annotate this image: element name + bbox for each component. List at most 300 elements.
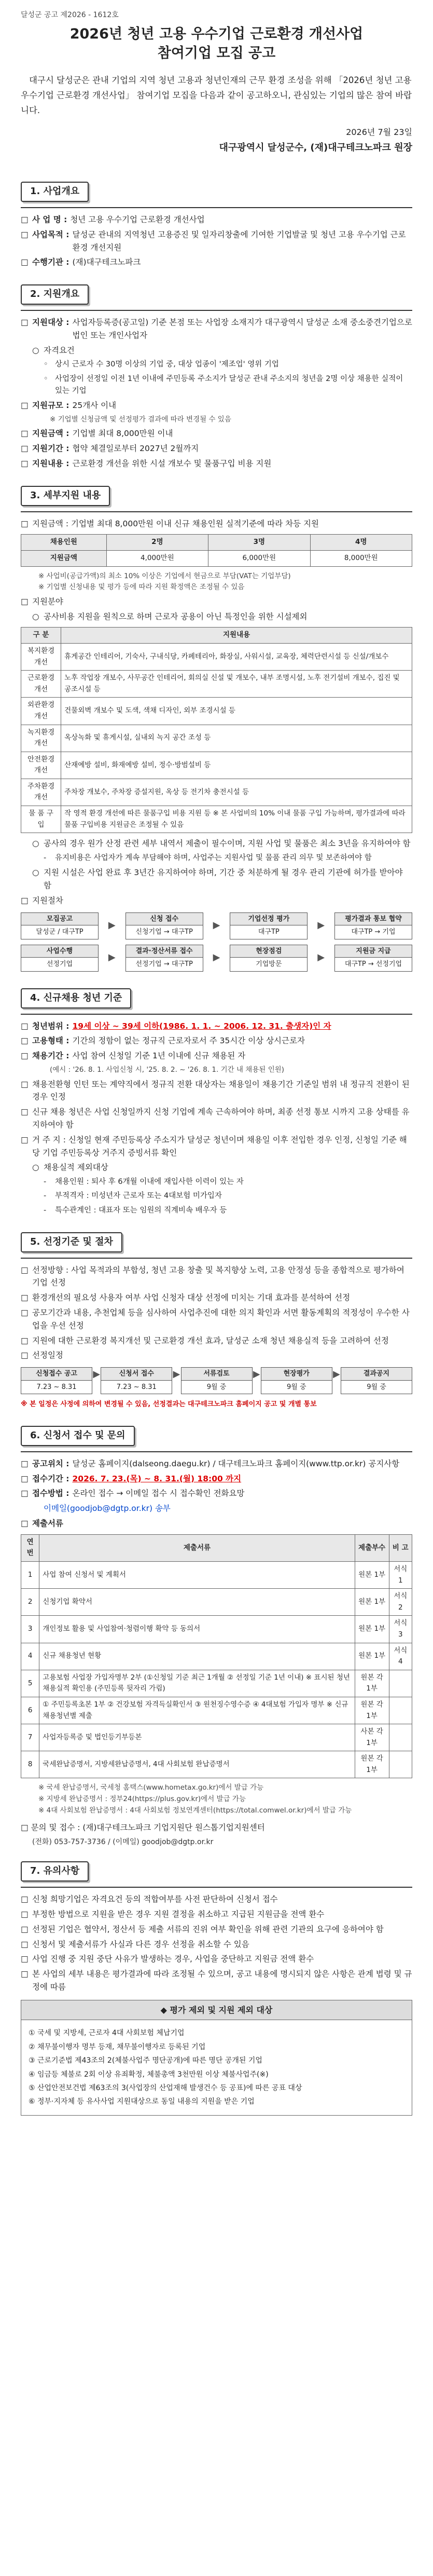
step-title: 서류검토 [181,1368,252,1381]
item-text: 자격요건 [44,345,75,355]
caution-item [21,1923,412,1936]
step-body: 9월 중 [206,1383,227,1391]
item-label: 지원규모 : [32,401,69,411]
documents-table-body [21,1561,412,1778]
item-text: (재)대구테크노파크 [72,257,141,267]
step-body: 9월 중 [286,1383,306,1391]
notice-signer: 대구광역시 달성군수, (재)대구테크노파크 원장 [219,142,412,154]
youth-criteria-item [21,1106,412,1132]
bullet-mark [32,1502,44,1515]
bullet-mark: □ [21,1519,29,1528]
field-header-cell: 지원내용 [61,628,412,644]
item-text: 청년 고용 우수기업 근로환경 개선사업 [70,215,205,225]
title-line-2: 참여기업 모집 공고 [157,45,276,61]
youth-criteria-item [32,1161,412,1174]
step-body: 9월 중 [367,1383,386,1391]
overview-item [21,213,412,226]
section-3-header [21,472,412,512]
process-step [230,912,308,939]
tier-value-cell: 6,000만원 [208,550,310,566]
step-body: 대구TP → 기업 [351,928,396,936]
support-overview-item [21,442,412,455]
step-body: 대구TP [258,928,280,936]
process-flow-top [21,912,412,939]
process-flow-bottom [21,945,412,972]
step-title: 사업수행 [21,945,98,958]
bullet-mark: □ [21,1293,29,1303]
bullet-mark: - [44,1192,47,1201]
field-content: 산재예방 설비, 화재예방 설비, 정수·방범설비 등 [61,752,412,779]
doc-remark [389,1751,412,1778]
caution-text: 본 사업의 세부 내용은 평가결과에 따라 조정될 수 있으며, 공고 내용에 명시되지 않은 사항은 관계 법령 및 규정에 따름 [32,1969,412,1992]
support-extra-notes [21,837,412,892]
item-text: 환경개선의 필요성 사용자 여부 사업 신청자 대상 선정에 미치는 기대 효과를 분석하여 선정 [32,1293,351,1303]
process-label-row: □ 지원절차 [21,895,63,905]
schedule-label-row: □ 선정일정 [21,1351,63,1360]
documents-table [21,1534,412,1779]
notice-number: 달성군 공고 제2026 - 1612호 [21,11,119,19]
process-step [334,912,412,939]
support-notes [21,571,412,593]
bullet-mark: □ [21,401,29,411]
tier-header-cell: 4명 [310,535,412,551]
doc-copies: 원본 각 1부 [355,1670,389,1697]
support-extra-item [44,852,412,864]
item-label: 지원금액 : [32,429,69,439]
tier-header-cell: 2명 [106,535,208,551]
field-content: 건물외벽 개보수 및 도색, 색채 디자인, 외부 조경시설 등 [61,698,412,725]
doc-copies: 원본 1부 [355,1589,389,1616]
step-body: 기업방문 [256,960,282,969]
section-3-title: 3. 세부지원 내용 [21,486,110,506]
caution-text: 선정된 기업은 협약서, 정산서 등 제출 서류의 진위 여부 확인을 위해 관련 기관의 요구에 응하여야 함 [32,1924,384,1934]
table-row [21,698,412,725]
doc-name: 사업 참여 신청서 및 계획서 [39,1561,355,1588]
exclusion-item: ⑤ 산업안전보건법 제63조의 3(사업장의 산업재해 발생건수 등 공표)에 따른 공표 대상 [29,2083,302,2092]
youth-criteria-item [21,1050,412,1062]
tier-header-row [21,535,412,551]
item-label: 접수기간 : [32,1474,69,1483]
section-2-list [21,316,412,470]
support-field-sub: ○ 공사비용 지원을 원칙으로 하며 근로자 공용이 아닌 특정인을 위한 시설제외 [32,611,308,621]
youth-criteria-item [21,1034,412,1047]
section-1-header [21,168,412,208]
youth-criteria-item [44,1176,412,1188]
section-5-header [21,1219,412,1259]
field-content: 작 영적 환경 개선에 따른 물품구입 비용 지원 등 ※ 본 사업비의 10% 이내 물품 구입 가능하며, 평가결과에 따라 물품 구입비용 지원금은 조정될 수 있음 [61,806,412,833]
doc-name: 신청기업 확약서 [39,1589,355,1616]
doc-name: 국세완납증명서, 지방세완납증명서, 4대 사회보험 완납증명서 [39,1751,355,1778]
step-body: 7.23 ~ 8.31 [116,1383,157,1391]
item-label: 공고위치 : [32,1459,69,1468]
table-row [21,1670,412,1697]
bullet-mark: □ [21,1910,29,1919]
step-title: 지원금 지급 [335,945,412,958]
section-4-header [21,975,412,1015]
overview-item [21,228,412,254]
doc-name: 고용보험 사업장 가입자명부 2부 (①신청일 기준 최근 1개월 ② 선정일 기준 1년 이내) ※ 표시된 청년 채용실적 확인용 (주민등록 뒷자리 가림) [39,1670,355,1697]
bullet-mark: □ [21,1021,29,1031]
support-field-row: □ 지원분야 [21,596,63,606]
caution-text: 신청 희망기업은 자격요건 등의 적합여부를 사전 판단하여 신청서 접수 [32,1894,278,1904]
bullet-mark: □ [21,1307,29,1317]
bullet-mark [38,414,50,426]
bullet-mark: □ [21,1969,29,1979]
intro-text: 대구시 달성군은 관내 기업의 지역 청년 고용과 청년인재의 근무 환경 조성을 위해 「2026년 청년 고용 우수기업 근로환경 개선사업」 참여기업 모집을 다음과 같이 공고하오니, 관심있는 기업의 많은 참여 바랍니다. [21,75,412,116]
doc-remark: 서식 4 [389,1643,412,1670]
support-overview-item [44,373,412,397]
field-table-header [21,628,412,644]
support-overview-item [21,399,412,412]
step-body: 선정기업 [46,960,73,969]
step-title: 현장점검 [230,945,307,958]
bullet-mark: □ [21,1894,29,1904]
exclusion-item: ⑥ 정부·지자체 등 유사사업 지원대상으로 동일 내용의 지원을 받은 기업 [29,2097,255,2106]
bullet-mark: □ [21,1459,29,1468]
item-text: 달성군 홈페이지(dalseong.daegu.kr) / 대구테크노파크 홈페이지(www.ttp.or.kr) 공지사항 [72,1459,400,1468]
documents-table-header [21,1534,412,1561]
support-extra-item [32,866,412,892]
application-item [32,1502,412,1515]
bullet-mark: □ [21,1924,29,1934]
section-6-header [21,1412,412,1452]
item-text: 공모기간과 내용, 추천업체 등을 심사하여 사업추진에 대한 의지 확인과 서면 활동계획의 적정성이 우수한 사업을 우선 선정 [32,1307,410,1330]
field-content: 주차장 개보수, 주차장 증설지원, 옥상 등 전기차 충전시설 등 [61,779,412,806]
item-label: 채용기간 : [32,1051,69,1061]
item-label: 접수방법 : [32,1489,69,1498]
field-category: 녹지환경 개선 [21,725,61,752]
tier-value-cell: 4,000만원 [106,550,208,566]
caution-text: 사업 진행 중 지원 중단 사유가 발생하는 경우, 사업을 중단하고 지원금 전액 환수 [32,1954,314,1964]
bullet-mark: □ [21,1474,29,1483]
exclusion-item: ② 채무불이행자 명부 등재, 채무불이행자로 등록된 기업 [29,2042,206,2051]
step-body: 신청기업 → 대구TP [135,928,193,936]
item-text [66,1517,412,1530]
field-content: 휴게공간 인테리어, 기숙사, 구내식당, 카페테리아, 화장실, 사워시설, 교육장, 체력단련시설 등 신설/개보수 [61,643,412,670]
step-title: 기업선정 평가 [230,913,307,926]
support-overview-item [38,414,412,426]
caution-item [21,1908,412,1921]
arrow-right-icon: ▶ [93,1369,101,1380]
contact-detail: (전화) 053-757-3736 / (이메일) goodjob@dgtp.or.kr [32,1838,214,1847]
item-text: 거 주 지 : 신청일 현재 주민등록상 주소지가 달성군 청년이며 채용일 이후 전입한 경우 인정, 신청일 기준 해당 기업 주민등록상 거주지 증빙서류 확인 [32,1135,407,1157]
item-label: 지원내용 : [32,459,69,468]
item-text: 협약 체결일로부터 2027년 2월까지 [72,444,199,454]
bullet-mark [38,1065,50,1076]
item-text: 채용실적 제외대상 [44,1163,108,1173]
arrow-right-icon: ▶ [213,952,220,963]
doc-remark: 서식 2 [389,1589,412,1616]
contact-row: □ 문의 및 접수 : (재)대구테크노파크 기업지원단 원스톱기업지원센터 [21,1823,265,1833]
tier-value-row [21,550,412,566]
section-1-title: 1. 사업개요 [21,182,89,202]
doc-name: 신규 채용청년 현황 [39,1643,355,1670]
exclusion-title: ◆ 평가 제외 및 지원 제외 대상 [21,2000,412,2021]
step-title: 신청서 접수 [101,1368,172,1381]
doc-no: 3 [21,1616,39,1643]
table-row [21,1751,412,1778]
item-text: 이메일(goodjob@dgtp.or.kr) 송부 [44,1504,171,1514]
exclusion-item: ③ 근로기준법 제43조의 2(체불사업주 명단공개)에 따른 명단 공개된 기업 [29,2056,262,2065]
item-label: 지원기간 : [32,444,69,454]
table-row [21,1561,412,1588]
doc-name: 사업자등록증 및 법인등기부등본 [39,1724,355,1751]
youth-criteria-item [44,1190,412,1202]
doc-no: 5 [21,1670,39,1697]
schedule-step [261,1367,332,1394]
tier-header-cell: 채용인원 [21,535,107,551]
doc-no: 7 [21,1724,39,1751]
item-text: 사업 참여 신청일 기준 1년 이내에 신규 채용된 자 [72,1051,246,1061]
doc-note: ※ 4대 사회보험 완납증명서 : 4대 사회보험 정보연계센터(https://total.comwel.or.kr)에서 발급 가능 [38,1806,352,1815]
section-4-title: 4. 신규채용 청년 기준 [21,988,131,1008]
doc-remark: 서식 1 [389,1561,412,1588]
item-text: 채용전환형 인턴 또는 계약직에서 정규직 전환 대상자는 채용일이 채용기간 기준일 범위 내 정규직 전환이 된 경우 인정 [32,1079,410,1102]
table-row [21,725,412,752]
selection-criteria-item [21,1306,412,1332]
caution-item [21,1893,412,1906]
section-6-title: 6. 신청서 접수 및 문의 [21,1426,135,1446]
caution-text: 신청서 및 제출서류가 사실과 다른 경우 선정을 취소할 수 있음 [32,1939,249,1949]
field-category: 물 품 구 입 [21,806,61,833]
arrow-right-icon: ▶ [173,1369,180,1380]
documents-notes [21,1782,412,1816]
doc-header-cell: 비 고 [389,1534,412,1561]
application-item [21,1457,412,1470]
bullet-mark: ○ [32,345,39,355]
item-text: 19세 이상 ~ 39세 이하(1986. 1. 1. ~ 2006. 12. 31. 출생자)인 자 [72,1021,331,1031]
item-text: 유지비용은 사업자가 계속 부담해야 하며, 사업주는 지원사업 및 물품 관리 의무 및 보존하여야 함 [55,854,372,863]
bullet-mark: □ [21,1107,29,1117]
arrow-right-icon: ▶ [253,1369,260,1380]
section-6-list [21,1457,412,1530]
exclusion-box [21,2000,412,2116]
support-tier-table [21,534,412,566]
item-text: 기업별 최대 8,000만원 이내 [72,429,173,439]
youth-criteria-item [21,1078,412,1104]
step-title: 결과공지 [341,1368,412,1381]
item-text: (예시 : '26. 8. 1. 사업신청 시, '25. 8. 2. ~ '26. 8. 1. 기간 내 채용된 인원) [50,1066,285,1074]
field-category: 외관환경 개선 [21,698,61,725]
field-content: 노후 작업장 개보수, 사무공간 인테리어, 회의실 신설 및 개보수, 내부 조명시설, 노후 전기설비 개보수, 집진 및 공조시설 등 [61,671,412,698]
support-amount-row: □ 지원금액 : 기업별 최대 8,000만원 이내 신규 채용인원 실적기준에 따라 차등 지원 [21,519,319,528]
bullet-mark: ◦ [44,374,48,383]
step-body: 달성군 / 대구TP [36,928,83,936]
application-item [21,1487,412,1500]
table-row [21,806,412,833]
table-row [21,779,412,806]
doc-no: 8 [21,1751,39,1778]
bullet-mark: □ [21,1489,29,1498]
bullet-mark: □ [21,1265,29,1275]
exclusion-item: ① 국세 및 지방세, 근로자 4대 사회보험 체납기업 [29,2029,185,2038]
doc-header-cell: 연번 [21,1534,39,1561]
support-extra-item [32,837,412,850]
bullet-mark: - [44,1206,47,1215]
doc-remark [389,1670,412,1697]
youth-criteria-item [21,1020,412,1033]
item-text: 부적격자 : 미성년자 근로자 또는 4대보험 미가입자 [55,1192,222,1201]
bullet-mark: - [44,854,47,863]
bullet-mark: ○ [32,868,39,878]
schedule-step [181,1367,253,1394]
item-text: 25개사 이내 [72,401,117,411]
youth-criteria-item [21,1134,412,1160]
table-row [21,1643,412,1670]
selection-criteria-item [21,1334,412,1347]
schedule-step [341,1367,412,1394]
youth-criteria-item [38,1065,412,1076]
page-title [21,25,412,63]
bullet-mark: □ [21,459,29,468]
table-row [21,1697,412,1724]
overview-item [21,256,412,269]
item-label: 수행기관 : [32,257,69,267]
doc-remark [389,1697,412,1724]
arrow-right-icon: ▶ [213,920,220,931]
section-2-title: 2. 지원개요 [21,284,89,305]
process-step [230,945,308,972]
item-label: 제출서류 [32,1519,63,1528]
arrow-right-icon: ▶ [332,1369,340,1380]
item-text: 신규 채용 청년은 사업 신청일까지 신청 기업에 계속 근속하여야 하며, 최종 선정 통보 시까지 고용 상태를 유지하여야 함 [32,1107,410,1129]
step-title: 결과·정산서류 접수 [126,945,203,958]
item-text: 채용인원 : 퇴사 후 6개월 이내에 재입사한 이력이 있는 자 [55,1178,244,1187]
item-label: 청년범위 : [32,1021,69,1031]
bullet-mark: □ [21,429,29,439]
item-text: 공사의 경우 원가 산정 관련 세부 내역서 제출이 필수이며, 지원 사업 및 물품은 최소 3년을 유지하여야 함 [44,839,411,849]
caution-item [21,1938,412,1951]
item-text: 달성군 관내의 지역청년 고용증진 및 일자리창출에 기여한 기업발굴 및 청년 고용 우수기업 근로환경 개선지원 [72,229,406,252]
section-7-header [21,1848,412,1888]
item-text: ※ 기업별 신청금액 및 선정평가 결과에 따라 변경될 수 있음 [50,415,231,424]
arrow-right-icon: ▶ [108,952,116,963]
item-text: 온라인 접수 → 이메일 접수 시 접수확인 전화요망 [72,1489,245,1498]
arrow-right-icon: ▶ [108,920,116,931]
youth-criteria-item [44,1205,412,1217]
application-item [21,1473,412,1485]
exclusion-list [21,2020,412,2115]
tier-value-cell: 지원금액 [21,550,107,566]
support-overview-item [21,427,412,440]
item-label: 사업목적 : [32,229,69,239]
process-step [21,912,99,939]
doc-copies: 원본 각 1부 [355,1697,389,1724]
schedule-step [101,1367,172,1394]
bullet-mark: □ [21,444,29,454]
step-body: 7.23 ~ 8.31 [36,1383,77,1391]
bullet-mark: □ [21,1939,29,1949]
support-overview-item [21,457,412,470]
application-item [21,1517,412,1530]
doc-remark: 서식 3 [389,1616,412,1643]
notice-date: 2026년 7월 23일 [346,127,412,137]
doc-name: ① 주민등록초본 1부 ② 건강보험 자격득실확인서 ③ 원천징수영수증 ④ 4대보험 가입자 명부 ※ 신규 채용청년별 제출 [39,1697,355,1724]
item-text: 지원에 대한 근로환경 복지개선 및 근로환경 개선 효과, 달성군 소재 청년 채용실적 등을 고려하여 선정 [32,1335,389,1345]
bullet-mark: ○ [32,839,39,849]
tier-value-cell: 8,000만원 [310,550,412,566]
support-note: ※ 기업별 신청내용 및 평가 등에 따라 지원 확정액은 조정될 수 있음 [38,583,245,592]
bullet-mark: □ [21,257,29,267]
doc-copies: 원본 1부 [355,1643,389,1670]
step-body: 대구TP → 선정기업 [344,960,402,969]
caution-item [21,1953,412,1966]
step-body: 선정기업 → 대구TP [135,960,193,969]
field-category: 주차환경 개선 [21,779,61,806]
doc-copies: 원본 각 1부 [355,1751,389,1778]
doc-remark [389,1724,412,1751]
table-row [21,1589,412,1616]
step-title: 신청 접수 [126,913,203,926]
doc-header-cell: 제출부수 [355,1534,389,1561]
doc-copies: 원본 1부 [355,1561,389,1588]
bullet-mark: ◦ [44,360,48,369]
field-category: 안전환경 개선 [21,752,61,779]
bullet-mark: □ [21,1135,29,1144]
support-overview-item [44,359,412,371]
field-category: 근로환경 개선 [21,671,61,698]
selection-criteria-item [21,1291,412,1304]
section-4-list [21,1020,412,1217]
table-row [21,752,412,779]
item-label: 지원대상 : [32,318,69,328]
section-2-header [21,271,412,311]
field-header-cell: 구 분 [21,628,61,644]
process-step [21,945,99,972]
arrow-right-icon: ▶ [317,952,325,963]
doc-name: 개인정보 활용 및 사업참여·청렴이행 확약 등 동의서 [39,1616,355,1643]
doc-note: ※ 지방세 완납증명서 : 정부24(https://plus.gov.kr)에서 발급 가능 [38,1795,246,1804]
item-text: 2026. 7. 23.(목) ~ 8. 31.(월) 18:00 까지 [72,1474,242,1483]
step-title: 평가결과 통보 협약 [335,913,412,926]
caution-text: 부정한 방법으로 지원을 받은 경우 지원 결정을 취소하고 지급된 지원금을 전액 환수 [32,1910,325,1919]
tier-header-cell: 3명 [208,535,310,551]
process-step [334,945,412,972]
doc-no: 2 [21,1589,39,1616]
item-text: 기간의 정함이 없는 정규직 근로자로서 주 35시간 이상 상시근로자 [72,1036,305,1046]
support-overview-item [32,344,412,357]
field-category: 복지환경 개선 [21,643,61,670]
schedule-note: ※ 본 일정은 사정에 의하여 변경될 수 있음, 선정결과는 대구테크노파크 홈페이지 공고 및 개별 통보 [21,1400,317,1409]
bullet-mark: □ [21,1036,29,1046]
bullet-mark: □ [21,215,29,225]
bullet-mark: □ [21,1051,29,1061]
support-note: ※ 사업비(공급가액)의 최소 10% 이상은 기업에서 현금으로 부담(VAT는 기업부담) [38,571,291,580]
item-text: 지원 시설은 사업 완료 후 3년간 유지하여야 하며, 기간 중 처분하게 될 경우 관리 기관에 허가를 받아야 함 [44,868,403,891]
table-row [21,671,412,698]
doc-copies: 원본 1부 [355,1616,389,1643]
item-label: 고용형태 : [32,1036,69,1046]
step-title: 신청접수 공고 [21,1368,92,1381]
item-text: 근로환경 개선을 위한 시설 개보수 및 물품구입 비용 지원 [72,459,272,468]
selection-criteria-item [21,1264,412,1290]
bullet-mark: □ [21,1079,29,1089]
doc-copies: 사본 각 1부 [355,1724,389,1751]
section-7-list [21,1893,412,1994]
doc-no: 4 [21,1643,39,1670]
table-row [21,643,412,670]
process-step [125,912,203,939]
section-7-title: 7. 유의사항 [21,1861,89,1882]
support-overview-item [21,316,412,342]
item-text: 선정방향 : 사업 목적과의 부합성, 청년 고용 창출 및 복지향상 노력, 고용 안정성 등을 종합적으로 평가하여 기업 선정 [32,1265,404,1288]
exclusion-item: ④ 임금등 체불로 2회 이상 유죄확정, 체불총액 3천만원 이상 체불사업주(※) [29,2070,269,2079]
bullet-mark: □ [21,1954,29,1964]
support-field-table [21,627,412,833]
doc-header-cell: 제출서류 [39,1534,355,1561]
step-title: 현장평가 [261,1368,332,1381]
item-text: 특수관계인 : 대표자 또는 임원의 직계비속 배우자 등 [55,1206,227,1215]
